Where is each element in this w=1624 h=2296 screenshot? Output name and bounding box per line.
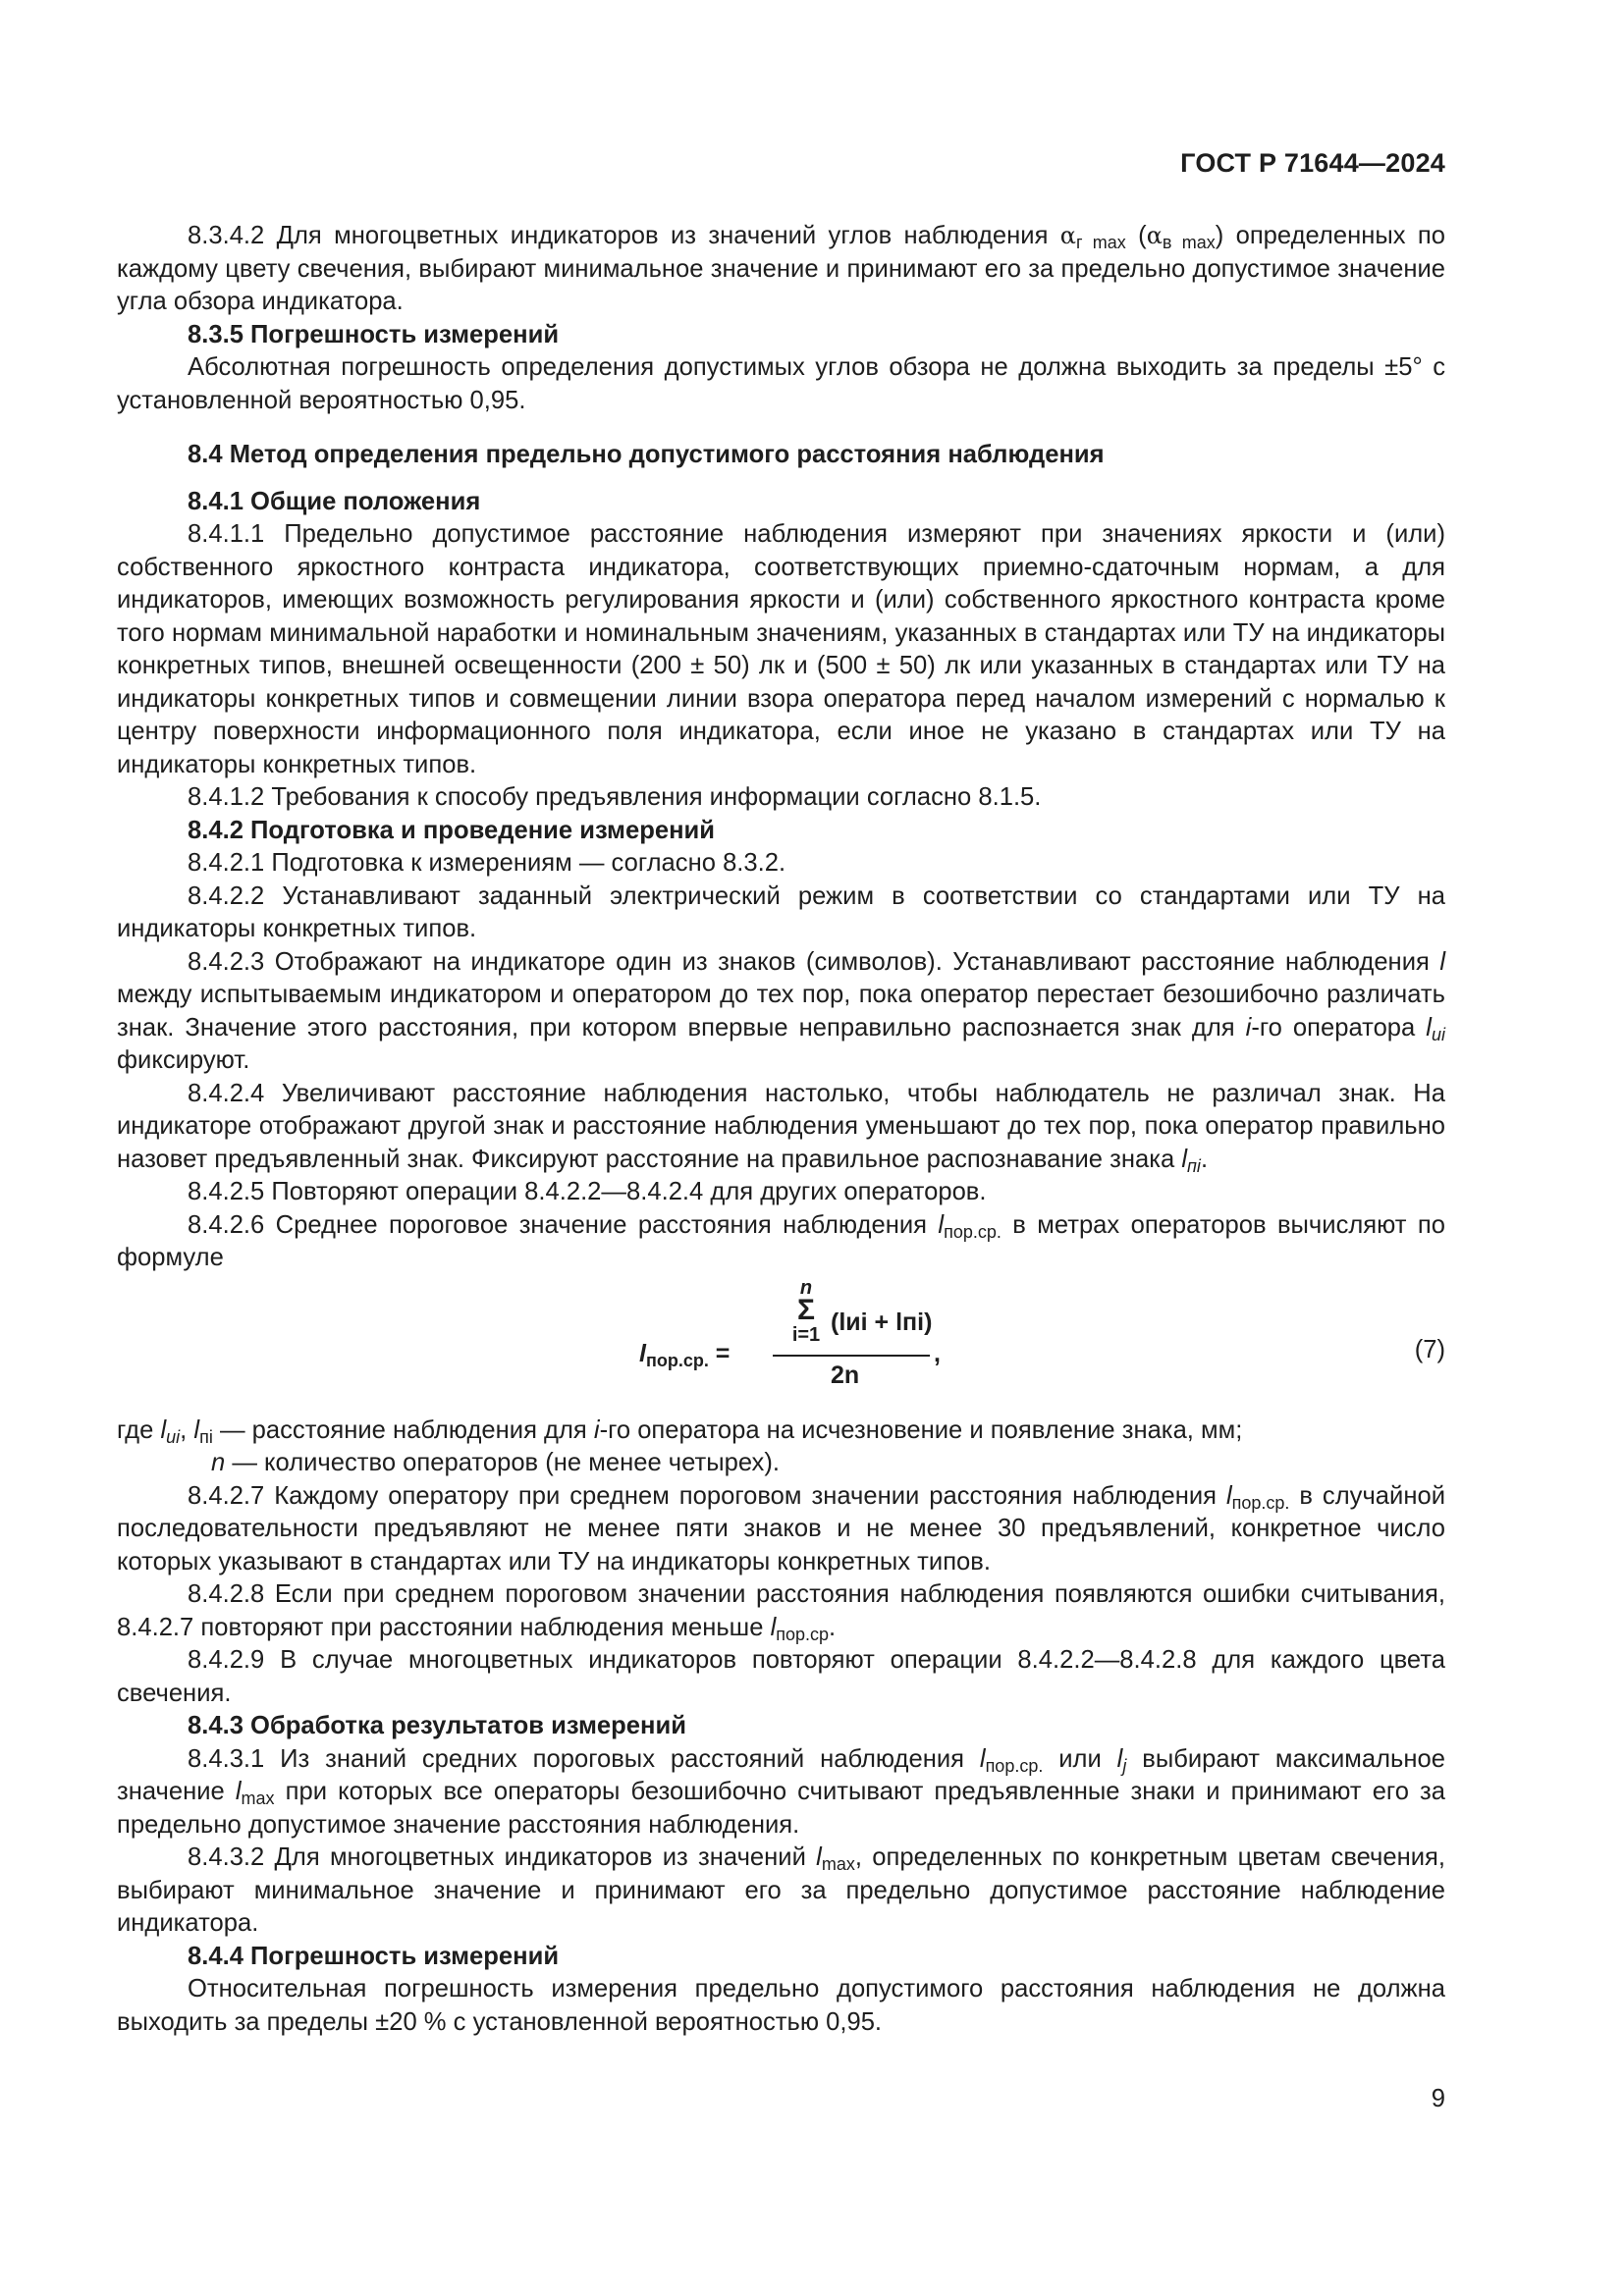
sum-lower-limit: i=1 bbox=[791, 1323, 821, 1346]
paragraph-8-4-2-1: 8.4.2.1 Подготовка к измерениям — согласно 8.3.2. bbox=[188, 849, 786, 877]
paragraph-8-4-2-9: 8.4.2.9 В случае многоцветных индикаторов повторяют операции 8.4.2.2—8.4.2.8 для каждого цвета свечения. bbox=[117, 1646, 1445, 1707]
subscript: иi bbox=[166, 1426, 181, 1447]
text: 8.4.3.2 Для многоцветных индикаторов из значений bbox=[188, 1843, 817, 1871]
formula-numerator: (lиi + lпi) bbox=[831, 1308, 933, 1336]
document-body bbox=[117, 220, 1445, 2039]
var-n: n bbox=[211, 1449, 226, 1476]
subscript: j bbox=[1122, 1755, 1127, 1776]
subscript: в max bbox=[1162, 233, 1216, 252]
text: , определенных по конкретным цветам свечения, выбирают минимальное значение и принимают его за предельно допустимое расстояние наблюдение индикатора. bbox=[117, 1843, 1446, 1937]
var-l: l bbox=[770, 1613, 777, 1641]
paragraph-8-4-1-2: 8.4.1.2 Требования к способу предъявления информации согласно 8.1.5. bbox=[188, 783, 1042, 811]
where-clause-1 bbox=[117, 1415, 1445, 1448]
paragraph-8-4-2-6 bbox=[117, 1209, 1445, 1275]
var-l: l bbox=[979, 1744, 986, 1773]
where-clause-2 bbox=[117, 1447, 1445, 1480]
standard-id: ГОСТ Р 71644—2024 bbox=[1180, 148, 1445, 178]
alpha-symbol: α bbox=[1146, 222, 1163, 249]
text: ( bbox=[1125, 222, 1147, 249]
heading-8-4-2: 8.4.2 Подготовка и проведение измерений bbox=[188, 816, 716, 844]
var-l: l bbox=[1225, 1481, 1232, 1510]
paragraph-8-4-2-4 bbox=[117, 1078, 1445, 1177]
text: ) определенных по каждому цвету свечения, выбирают минимальное значение и принимают его за предельно допустимое значение угла обзора индикатора. bbox=[117, 222, 1445, 315]
var-l: l bbox=[816, 1843, 822, 1871]
text: в метрах операторов вычисляют по формуле bbox=[117, 1210, 1445, 1271]
var-l: l bbox=[938, 1210, 945, 1239]
text: в случайной последовательности предъявляют не менее пяти знаков и не менее 30 предъявлений, конкретное число которых указывают в стандартах или ТУ на индикаторы конкретных типов. bbox=[117, 1481, 1445, 1575]
var-l: l bbox=[1181, 1145, 1188, 1173]
paragraph-8-4-3-1 bbox=[117, 1743, 1445, 1842]
equals-sign: = bbox=[708, 1339, 731, 1367]
text: — расстояние наблюдения для bbox=[212, 1415, 594, 1444]
var-l: l bbox=[1116, 1744, 1123, 1773]
heading-8-4-4: 8.4.4 Погрешность измерений bbox=[188, 1942, 560, 1970]
heading-8-4-3: 8.4.3 Обработка результатов измерений bbox=[188, 1712, 686, 1739]
formula-number: (7) bbox=[1414, 1335, 1445, 1363]
text: 8.4.2.7 Каждому оператору при среднем пороговом значении расстояния наблюдения bbox=[188, 1481, 1226, 1510]
alpha-symbol: α bbox=[1059, 222, 1076, 249]
heading-8-4: 8.4 Метод определения предельно допустимого расстояния наблюдения bbox=[188, 441, 1105, 468]
text: -го оператора bbox=[1251, 1013, 1427, 1041]
var-i: i bbox=[1245, 1013, 1252, 1041]
formula-7 bbox=[117, 1275, 1445, 1405]
text: или bbox=[1043, 1744, 1117, 1773]
var-l: l bbox=[1426, 1013, 1432, 1041]
subscript: пор.ср. bbox=[944, 1221, 1001, 1242]
var-l: l bbox=[1439, 947, 1445, 976]
text: 8.4.2.3 Отображают на индикаторе один из знаков (символов). Устанавливают расстояние наблюдения bbox=[188, 947, 1440, 976]
subscript: г max bbox=[1076, 233, 1126, 252]
paragraph-8-4-2-2: 8.4.2.2 Устанавливают заданный электрический режим в соответствии со стандартами или ТУ на индикаторы конкретных типов. bbox=[117, 881, 1445, 942]
paragraph-8-4-4: Относительная погрешность измерения предельно допустимого расстояния наблюдения не должна выходить за пределы ±20 % с установленной вероятностью 0,95. bbox=[117, 1975, 1445, 2036]
subscript: пi bbox=[1187, 1155, 1201, 1176]
paragraph-8-3-5: Абсолютная погрешность определения допустимых углов обзора не должна выходить за пределы ±5° с установленной вероятностью 0,95. bbox=[117, 353, 1445, 414]
text: -го оператора на исчезновение и появление знака, мм; bbox=[599, 1415, 1243, 1444]
formula-denominator: 2n bbox=[831, 1361, 860, 1389]
text: 8.4.2.4 Увеличивают расстояние наблюдения настолько, чтобы наблюдатель не различал знак. На индикаторе отображают другой знак и расстояние наблюдения уменьшают до тех пор, пока оператор правильно назовет предъявленный знак. Фиксируют расстояние на правильное распознавание знака bbox=[117, 1079, 1445, 1173]
subscript: пор.ср bbox=[776, 1624, 830, 1644]
subscript: пор.ср. bbox=[645, 1350, 709, 1370]
formula-lhs bbox=[639, 1338, 730, 1371]
text: — количество операторов (не менее четырех). bbox=[225, 1449, 780, 1476]
text: , bbox=[180, 1415, 194, 1444]
text: 8.3.4.2 Для многоцветных индикаторов из значений углов наблюдения bbox=[188, 222, 1060, 249]
sigma-symbol: Σ bbox=[796, 1293, 815, 1326]
text: 8.4.2.8 Если при среднем пороговом значении расстояния наблюдения появляются ошибки считывания, 8.4.2.7 повторяют при расстоянии наблюдения меньше bbox=[117, 1580, 1445, 1641]
text: выбирают максимальное значение bbox=[117, 1744, 1445, 1805]
text: где bbox=[117, 1415, 161, 1444]
text: . bbox=[1200, 1145, 1209, 1173]
paragraph-8-4-2-8 bbox=[117, 1578, 1445, 1644]
formula-comma: , bbox=[934, 1339, 941, 1367]
subscript: max bbox=[241, 1789, 275, 1808]
paragraph-8-4-2-7 bbox=[117, 1480, 1445, 1579]
text: между испытываемым индикатором и оператором до тех пор, пока оператор перестает безошибочно различать знак. Значение этого расстояния, при котором впервые неправильно распознается знак для bbox=[117, 981, 1445, 1041]
page-number: 9 bbox=[1431, 2085, 1445, 2112]
subscript: пi bbox=[199, 1426, 213, 1447]
var-l: l bbox=[235, 1778, 242, 1805]
sum-upper-limit: n bbox=[799, 1276, 813, 1299]
var-l: l bbox=[193, 1415, 200, 1444]
text: фиксируют. bbox=[117, 1046, 250, 1074]
var-i: i bbox=[593, 1415, 600, 1444]
subscript: пор.ср. bbox=[985, 1755, 1044, 1776]
heading-8-3-5: 8.3.5 Погрешность измерений bbox=[188, 320, 560, 348]
subscript: max bbox=[821, 1854, 855, 1874]
heading-8-4-1: 8.4.1 Общие положения bbox=[188, 487, 481, 515]
text: при которых все операторы безошибочно считывают предъявленные знаки и принимают его за предельно допустимое значение расстояния наблюдения. bbox=[117, 1778, 1445, 1839]
paragraph-8-4-2-5: 8.4.2.5 Повторяют операции 8.4.2.2—8.4.2.4 для других операторов. bbox=[188, 1178, 987, 1205]
paragraph-8-4-1-1: 8.4.1.1 Предельно допустимое расстояние наблюдения измеряют при значениях яркости и (или) собственного яркостного контраста индикатора, соответствующих приемно-сдаточным нормам, а для индикаторов, имеющих возможность регулирования яркости и (или) собственного яркостного контраста кроме того нормам минимальной наработки и номинальным значениям, указанных в стандартах или ТУ на индикаторы конкретных типов, внешней освещенности (200 ± 50) лк и (500 ± 50) лк или указанных в стандартах или ТУ на индикаторы конкретных типов и совмещении линии взора оператора перед началом измерений с нормалью к центру поверхности информационного поля индикатора, если иное не указано в стандартах или ТУ на индикаторы конкретных типов. bbox=[117, 520, 1445, 778]
subscript: иi bbox=[1431, 1024, 1445, 1044]
paragraph-8-4-3-2 bbox=[117, 1842, 1445, 1941]
text: 8.4.3.1 Из знаний средних пороговых расстояний наблюдения bbox=[188, 1744, 980, 1773]
text: 8.4.2.6 Среднее пороговое значение расстояния наблюдения bbox=[188, 1210, 939, 1239]
fraction-bar bbox=[773, 1355, 930, 1357]
var-l: l bbox=[639, 1339, 646, 1367]
paragraph-8-3-4-2 bbox=[117, 220, 1445, 319]
paragraph-8-4-2-3 bbox=[117, 946, 1445, 1078]
formula-body bbox=[639, 1276, 1052, 1405]
subscript: пор.ср. bbox=[1231, 1492, 1290, 1513]
var-l: l bbox=[160, 1415, 167, 1444]
text: . bbox=[829, 1613, 837, 1641]
